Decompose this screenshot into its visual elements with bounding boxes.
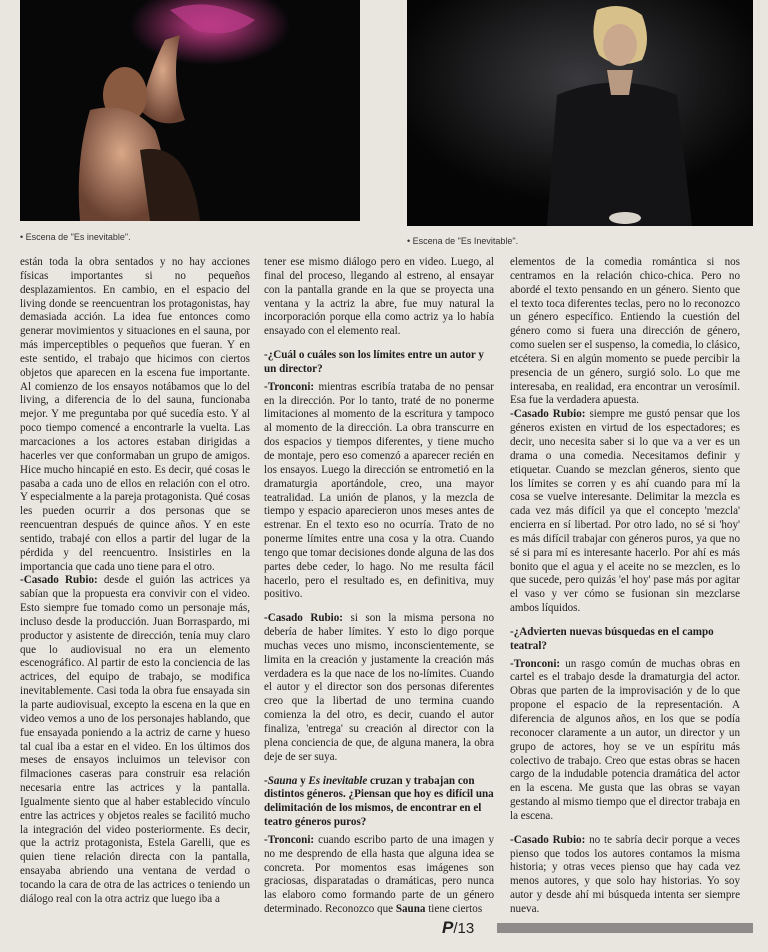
answer-text: un rasgo común de muchas obras en cartel es el trabajo desde la dramaturgia del actor. Obras que parten de la improvisación y de lo que propone el espacio de la representación. A diferencia de algunos años, en los que se podía reconocer claramente a un autor, un director y un grupo de actores, hoy se ve un espíritu más colectivo de trabajo. Creo que estas obras se hacen cargo de la indudable potencia dramática del actor en la escena. Me gusta que las obras se vayan gestando al mismo tiempo que el director trabaja en la escena. <box>510 657 740 822</box>
text-column-1 <box>20 256 250 906</box>
speaker-name: -Casado Rubio: <box>20 574 98 587</box>
paragraph: están toda la obra sentados y no hay acciones físicas importantes si no pequeños desplazamientos. En cambio, en el espacio del living donde se reencuentran los protagonistas, hay demasiada acción. La idea fue entonces como generar movimientos y situaciones en el sauna, por más imperceptibles o pequeños que fueran. Y en este sentido, el trabajo que hicimos con ciertos objetos que aparecen en la escena fue importante. Al comienzo de los ensayos notábamos que lo del living, a diferencia de lo del sauna, funcionaba mejor. Y me preguntaba por qué sucedía esto. Y al poco tiempo comencé a encontrarle la vuelta. Las marcaciones a los actores estaban dirigidas a hacerles ver que conformaban un grupo de amigos. Hice mucho hincapié en esto. Es decir, qué cosas le pasaba a cada uno de ellos en relación con el otro. Y especialmente a la pareja protagonista. Qué cosas les pueden ocurrir a dos personas que se reencuentran después de quince años. Y en este sentido, trabajé con ellos a partir del lugar de la pérdida y del reencuentro. Insistirles en la importancia que cada uno tiene para el otro. <box>20 256 250 573</box>
speaker-name: -Tronconi: <box>264 833 315 846</box>
answer-paragraph <box>20 574 250 906</box>
answer-text: mientras escribía trataba de no pensar en la dirección. Por lo tanto, traté de no ponerme limitaciones al momento de la escritura y tampoco al momento de la dirección. La obra transcurre en dos espacios y tiempos diferentes, y tiene mucho de montaje, pero eso comenzó a aparecer recién en los ensayos. Luego la dirección se entrometió en la dramaturgia aportándole, creo, una mayor teatralidad. La unión de planos, y la mezcla de tiempo y espacio aparecieron unos meses antes de estrenar. En el texto eso no ocurría. Trato de no ponerme límites entre una cosa y la otra. Cuando tengo que tomar decisiones donde alguna de las dos partes debe ceder, lo hago. No me resulta fácil hacerlo, pero el resultado es, en definitiva, muy positivo. <box>264 380 494 601</box>
answer-text: desde el guión las actrices ya sabían que la propuesta era convivir con el video. Esto siempre fue tomado como un personaje más, incluso desde la producción. Juan Borraspardo, mi productor y asistente de dirección, tenía muy claro que lo audiovisual no era un elemento escenográfico. Al partir de esto la conciencia de las actrices, del equipo de trabajo, se modifica inevitablemente. Casi toda la obra fue ensayada sin la parte audiovisual, excepto la escena en la que en video vemos a uno de los personajes hablando, que fue ensayada poniendo a la actriz de carne y hueso tal cual iba a estar en el video. En los últimos dos meses de ensayos incluimos un televisor con filmaciones caseras para construir esa relación necesaria entre las actrices y la pantalla. Igualmente siento que al haber establecido vínculo entre las actrices y objetos reales se facilitó mucho la integración del video posteriormente. Es decir, que la actriz protagonista, Estela Garelli, que es quien tiene relación directa con la pantalla, ensayaba abriendo una ventana de verdad o tocando la cara de otra de las actrices o teniendo un diálogo real con la otra actriz que luego iba a <box>20 574 250 905</box>
magazine-logo-letter: P <box>442 918 454 937</box>
interview-question: -¿Advierten nuevas búsquedas en el campo teatral? <box>510 625 714 652</box>
page-number <box>442 918 474 938</box>
answer-paragraph <box>510 408 740 616</box>
paragraph: tener ese mismo diálogo pero en video. Luego, al final del proceso, llegando al estreno, al ensayar con la pantalla grande en la que se proyecta una ventana y la actriz la abre, fue muy natural la incorporación porque ella como actriz ya lo había ensayado con el elemento real. <box>264 256 494 338</box>
question-text: cruzan y trabajan con distintos géneros. ¿Piensan que hoy es difícil una delimitación de los mismos, de encontrar en el teatro géneros puros? <box>264 774 494 829</box>
interview-question: -¿Cuál o cuáles son los límites entre un autor y un director? <box>264 349 484 375</box>
answer-paragraph <box>264 381 494 603</box>
play-title: Sauna <box>395 903 426 916</box>
page-number-value: /13 <box>453 920 475 937</box>
answer-text: si son la misma persona no debería de haber límites. Y esto lo digo porque muchas veces uno mismo, inconscientemente, se limita en la creación y justamente la creación más verdadera es la que nace de los no-límites. Cuando el autor y el director son dos personas diferentes creo que la libertad de uno termina cuando comienza la del otro, es decir, cuando el autor finaliza, 'entrega' su creación al director con la plena conciencia de que, de alguna manera, la obra deje de ser suya. <box>264 612 494 763</box>
answer-text: tiene ciertos <box>425 903 483 916</box>
answer-text: siempre me gustó pensar que los géneros existen en virtud de los espectadores; es decir, uno necesita saber si lo que va a ver es un drama o una comedia. Necesitamos definir y etiquetar. Cuando se mezclan géneros, siento que los límites se corren y es ahí cuando para mí la cosa se vuelve interesante. Delimitar la mezcla es cada vez más difícil ya que el concepto 'mezcla' encierra en sí libertad. Por otro lado, no sé si 'hoy' es más difícil trabajar con géneros puros, ya que no sé si para mí es interesante hacerlo. Por ahí es más bonito que el agua y el aceite no se mezclen, es lo que sucede, pero quizás 'el hoy' pase más por agitar el vaso y ver cómo se fusionan sin mezclarse ambos líquidos. <box>510 408 740 615</box>
speaker-name: -Casado Rubio: <box>510 408 586 421</box>
speaker-name: -Casado Rubio: <box>510 833 586 846</box>
question-text: y <box>297 774 309 787</box>
answer-paragraph <box>264 834 494 917</box>
footer-bar <box>497 923 753 933</box>
interview-question <box>264 775 494 830</box>
paragraph: elementos de la comedia romántica si nos centramos en la relación chico-chica. Pero no abordé el texto pensando en un género. Siento que el texto toca diferentes teclas, pero no lo reconozco un género específico. Entiendo la cuestión del género como si fuera una dirección de género, como suelen ser el suspenso, la comedia, lo clásico, etcétera. Si en algún momento se puede percibir la presencia de un género, surgió solo. Lo que me interesaba, en realidad, era encontrar un verosímil. Esa fue la verdadera apuesta. <box>510 256 740 407</box>
photo-caption-left: • Escena de "Es inevitable". <box>20 232 131 242</box>
photo-actress-scene <box>407 0 753 226</box>
photo-dancer-scene <box>20 0 360 221</box>
speaker-name: -Casado Rubio: <box>264 612 344 625</box>
text-column-3 <box>510 256 740 915</box>
text-column-2 <box>264 256 494 916</box>
speaker-name: -Tronconi: <box>264 380 315 393</box>
play-title: Sauna <box>267 774 298 787</box>
question-dash: - <box>264 774 268 787</box>
answer-text: cuando escribo parto de una imagen y no me desprendo de ella hasta que alguna idea se concreta. Por momentos esas imágenes son graciosas, disparatadas o dramáticas, pero nunca las elaboro como formando parte de un género determinado. Reconozco que <box>264 833 494 916</box>
speaker-name: -Tronconi: <box>510 657 561 670</box>
play-title: Es inevitable <box>308 774 368 787</box>
answer-paragraph <box>510 658 740 824</box>
photo-caption-right: • Escena de "Es Inevitable". <box>407 236 519 246</box>
answer-paragraph <box>510 834 740 917</box>
answer-paragraph <box>264 612 494 764</box>
answer-text: no te sabría decir porque a veces pienso que todos los autores contamos la misma historia; y otras veces pienso que hay cada vez menos autores, y que solo hay historias. Yo soy autor y desde ahí mi búsqueda intenta ser siempre nueva. <box>510 833 740 915</box>
